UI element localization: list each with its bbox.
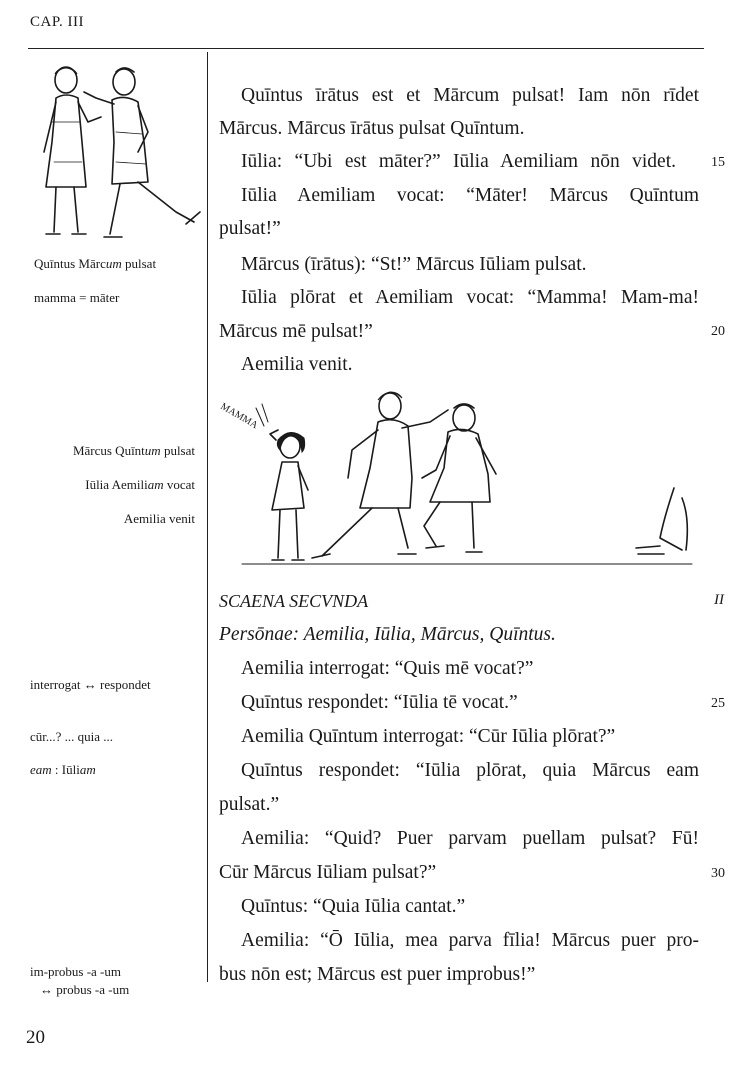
text-line: Aemilia venit. xyxy=(241,354,353,375)
margin-note-iulia-aemiliam: Iūlia Aemiliam vocat xyxy=(85,477,195,492)
illustration-boys-fighting xyxy=(26,62,206,247)
figure-marcus xyxy=(44,67,101,234)
figure-marcus xyxy=(422,404,496,552)
page-number: 20 xyxy=(26,1027,45,1048)
text-line: Quīntus īrātus est et Mārcum pulsat! Iam nōn rīdet xyxy=(241,85,699,106)
text-line: Mārcus mē pulsat!” xyxy=(219,321,373,342)
text-line: pulsat.” xyxy=(219,794,280,815)
text-line: Iūlia plōrat et Aemiliam vocat: “Mamma! Mam-ma! xyxy=(241,287,699,308)
text-line: Quīntus respondet: “Iūlia plōrat, quia Mārcus eam xyxy=(241,760,699,781)
margin-note-probus: ↔ probus -a -um xyxy=(40,982,130,997)
margin-note-mamma: mamma = māter xyxy=(34,290,120,305)
margin-note-improbus: im-probus -a -um xyxy=(30,964,121,979)
margin-note-marcus-quintum: Mārcus Quīntum pulsat xyxy=(72,443,195,458)
line-number: 30 xyxy=(711,866,725,881)
header-rule xyxy=(28,48,704,49)
margin-caption-boys: Quīntus Mārcum pulsat xyxy=(34,256,157,271)
margin-note-eam: eam : Iūliam xyxy=(30,762,96,777)
text-line: Aemilia interrogat: “Quis mē vocat?” xyxy=(241,658,534,679)
text-line: Mārcus. Mārcus īrātus pulsat Quīntum. xyxy=(219,118,525,139)
text-line: pulsat!” xyxy=(219,218,281,239)
line-number: 25 xyxy=(711,696,725,711)
column-divider xyxy=(207,52,208,982)
text-line: Quīntus: “Quia Iūlia cantat.” xyxy=(241,896,466,917)
margin-note-aemilia-venit: Aemilia venit xyxy=(123,511,195,526)
scene-number: II xyxy=(714,592,724,608)
figure-quintus xyxy=(84,68,200,237)
line-number: 20 xyxy=(711,324,725,339)
text-line: Aemilia: “Quid? Puer parvam puellam pulsat? Fū! xyxy=(241,828,699,849)
figure-aemilia-arriving xyxy=(636,488,687,554)
text-line: Aemilia Quīntum interrogat: “Cūr Iūlia plōrat?” xyxy=(241,726,616,747)
figure-iulia xyxy=(270,430,308,560)
margin-note-interrogat: interrogat ↔ respondet xyxy=(30,677,151,692)
margin-note-cur-quia: cūr...? ... quia ... xyxy=(30,729,114,744)
text-line: Aemilia: “Ō Iūlia, mea parva fīlia! Mārcus puer pro- xyxy=(241,930,699,951)
text-line: Quīntus respondet: “Iūlia tē vocat.” xyxy=(241,692,518,713)
text-line: Cūr Mārcus Iūliam pulsat?” xyxy=(219,862,437,883)
scene-title: SCAENA SECVNDA xyxy=(219,591,369,611)
text-line: bus nōn est; Mārcus est puer improbus!” xyxy=(219,964,536,985)
text-line: Iūlia Aemiliam vocat: “Māter! Mārcus Quīntum xyxy=(241,185,699,206)
illustration-iulia-crying xyxy=(212,378,702,573)
text-line: Iūlia: “Ubi est māter?” Iūlia Aemiliam nōn videt. xyxy=(241,151,676,172)
scene-personae: Persōnae: Aemilia, Iūlia, Mārcus, Quīntus. xyxy=(219,624,556,645)
mamma-shout-text: MAMMA xyxy=(218,401,260,432)
chapter-header: CAP. III xyxy=(30,14,85,30)
line-number: 15 xyxy=(711,155,725,170)
text-line: Mārcus (īrātus): “St!” Mārcus Iūliam pulsat. xyxy=(241,254,587,275)
